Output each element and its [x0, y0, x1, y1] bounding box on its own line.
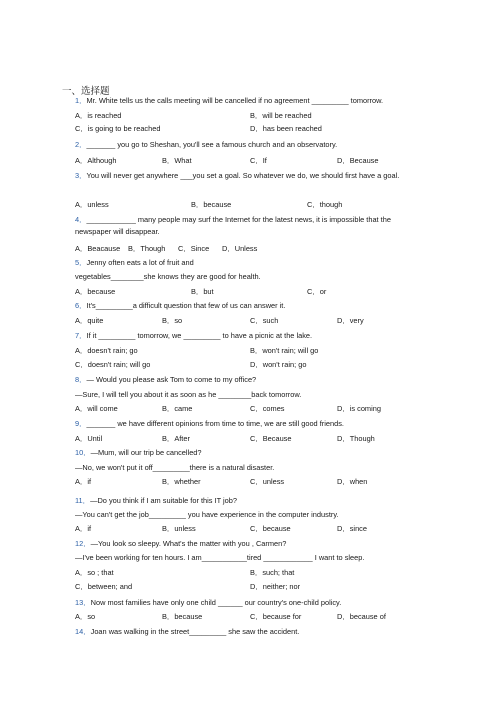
- question-5-line-2: vegetables________she knows they are good for health.: [75, 272, 261, 281]
- option-a[interactable]: A．is reached: [75, 111, 122, 120]
- option-d[interactable]: D．Unless: [222, 244, 258, 253]
- question-number: 14．: [75, 627, 91, 636]
- option-a[interactable]: A．unless: [75, 200, 109, 209]
- question-text: Jenny often eats a lot of fruit and: [86, 258, 194, 267]
- question-9: [75, 418, 425, 430]
- question-text: _______ we have different opinions from time to time, we are still good friends.: [86, 419, 344, 428]
- option-b[interactable]: B．because: [162, 612, 203, 621]
- option-d[interactable]: D．has been reached: [250, 124, 322, 133]
- question-text: — Would you please ask Tom to come to my office?: [86, 375, 257, 384]
- question-text: _______ you go to Sheshan, you'll see a famous church and an observatory.: [86, 140, 338, 149]
- option-b[interactable]: B．won't rain; will go: [250, 346, 319, 355]
- option-b[interactable]: B．unless: [162, 524, 196, 533]
- option-d[interactable]: D．because of: [337, 612, 386, 621]
- option-c[interactable]: C．comes: [250, 404, 285, 413]
- option-a[interactable]: A．if: [75, 524, 92, 533]
- option-c[interactable]: C．between; and: [75, 582, 133, 591]
- option-a[interactable]: A．if: [75, 477, 92, 486]
- option-d[interactable]: D．Though: [337, 434, 375, 443]
- question-number: 7．: [75, 331, 87, 340]
- option-c[interactable]: C．Because: [250, 434, 292, 443]
- option-c[interactable]: C．because for: [250, 612, 302, 621]
- question-number: 12．: [75, 539, 91, 548]
- option-b[interactable]: B．Though: [128, 244, 166, 253]
- question-10: [75, 447, 425, 459]
- question-number: 2．: [75, 140, 87, 149]
- option-a[interactable]: A．Until: [75, 434, 103, 443]
- option-c[interactable]: C．doesn't rain; will go: [75, 360, 151, 369]
- option-c[interactable]: C．If: [250, 156, 267, 165]
- option-d[interactable]: D．Because: [337, 156, 379, 165]
- option-c[interactable]: C．because: [250, 524, 291, 533]
- question-10-line-2: —No, we won't put it off_________there is a natural disaster.: [75, 463, 275, 472]
- question-text: —Mum, will our trip be cancelled?: [90, 448, 202, 457]
- question-13: [75, 597, 425, 609]
- question-text: —You look so sleepy. What's the matter with you , Carmen?: [90, 539, 287, 548]
- option-b[interactable]: B．After: [162, 434, 190, 443]
- option-b[interactable]: B．came: [162, 404, 193, 413]
- option-b[interactable]: B．What: [162, 156, 192, 165]
- option-d[interactable]: D．won't rain; go: [250, 360, 307, 369]
- option-b[interactable]: B．but: [191, 287, 214, 296]
- option-b[interactable]: B．such; that: [250, 568, 295, 577]
- section-title: 一、选择题: [62, 86, 110, 97]
- question-14: [75, 626, 425, 638]
- question-number: 13．: [75, 598, 91, 607]
- question-text: If it _________ tomorrow, we _________ to have a picnic at the lake.: [86, 331, 313, 340]
- option-b[interactable]: B．will be reached: [250, 111, 312, 120]
- option-a[interactable]: A．quite: [75, 316, 104, 325]
- option-b[interactable]: B．whether: [162, 477, 201, 486]
- question-12-line-2: —I've been working for ten hours. I am___________tired ____________ I want to sleep.: [75, 553, 365, 562]
- question-text: Joan was walking in the street_________ she saw the accident.: [90, 627, 300, 636]
- question-text: ____________ many people may surf the Internet for the latest news, it is impossible that the newspaper will disappear.: [75, 215, 391, 236]
- question-5: [75, 257, 425, 269]
- option-d[interactable]: D．since: [337, 524, 367, 533]
- question-number: 6．: [75, 301, 87, 310]
- option-c[interactable]: C．is going to be reached: [75, 124, 161, 133]
- question-7: [75, 330, 425, 342]
- question-11-line-2: —You can't get the job_________ you have experience in the computer industry.: [75, 510, 339, 519]
- question-text: It's_________a difficult question that few of us can answer it.: [86, 301, 286, 310]
- option-d[interactable]: D．is coming: [337, 404, 381, 413]
- question-4: [75, 214, 425, 238]
- question-number: 9．: [75, 419, 87, 428]
- question-number: 4．: [75, 215, 87, 224]
- question-8-line-2: —Sure, I will tell you about it as soon as he ________back tomorrow.: [75, 390, 302, 399]
- question-6: [75, 300, 425, 312]
- question-text: Now most families have only one child ______ our country's one-child policy.: [90, 598, 342, 607]
- question-text: —Do you think if I am suitable for this IT job?: [90, 496, 237, 505]
- option-c[interactable]: C．or: [307, 287, 327, 296]
- question-number: 3．: [75, 171, 87, 180]
- question-number: 10．: [75, 448, 91, 457]
- option-a[interactable]: A．will come: [75, 404, 118, 413]
- option-a[interactable]: A．Beacause: [75, 244, 121, 253]
- question-2: [75, 139, 425, 151]
- option-b[interactable]: B．so: [162, 316, 183, 325]
- option-b[interactable]: B．because: [191, 200, 232, 209]
- question-12: [75, 538, 425, 550]
- option-a[interactable]: A．so ; that: [75, 568, 114, 577]
- question-1: [75, 95, 425, 107]
- option-a[interactable]: A．doesn't rain; go: [75, 346, 138, 355]
- option-a[interactable]: A．because: [75, 287, 116, 296]
- question-number: 5．: [75, 258, 87, 267]
- question-number: 1．: [75, 96, 87, 105]
- option-a[interactable]: A．so: [75, 612, 96, 621]
- question-text: Mr. White tells us the calls meeting will be cancelled if no agreement _________ tomorrow.: [86, 96, 384, 105]
- option-d[interactable]: D．very: [337, 316, 364, 325]
- question-8: [75, 374, 425, 386]
- option-c[interactable]: C．Since: [178, 244, 210, 253]
- option-d[interactable]: D．when: [337, 477, 368, 486]
- option-c[interactable]: C．such: [250, 316, 279, 325]
- option-c[interactable]: C．though: [307, 200, 343, 209]
- option-a[interactable]: A．Although: [75, 156, 117, 165]
- question-3: [75, 170, 425, 182]
- question-number: 11．: [75, 496, 91, 505]
- option-c[interactable]: C．unless: [250, 477, 285, 486]
- question-11: [75, 495, 425, 507]
- option-d[interactable]: D．neither; nor: [250, 582, 301, 591]
- question-text: You will never get anywhere ___you set a goal. So whatever we do, we should first have a goal.: [86, 171, 400, 180]
- question-number: 8．: [75, 375, 87, 384]
